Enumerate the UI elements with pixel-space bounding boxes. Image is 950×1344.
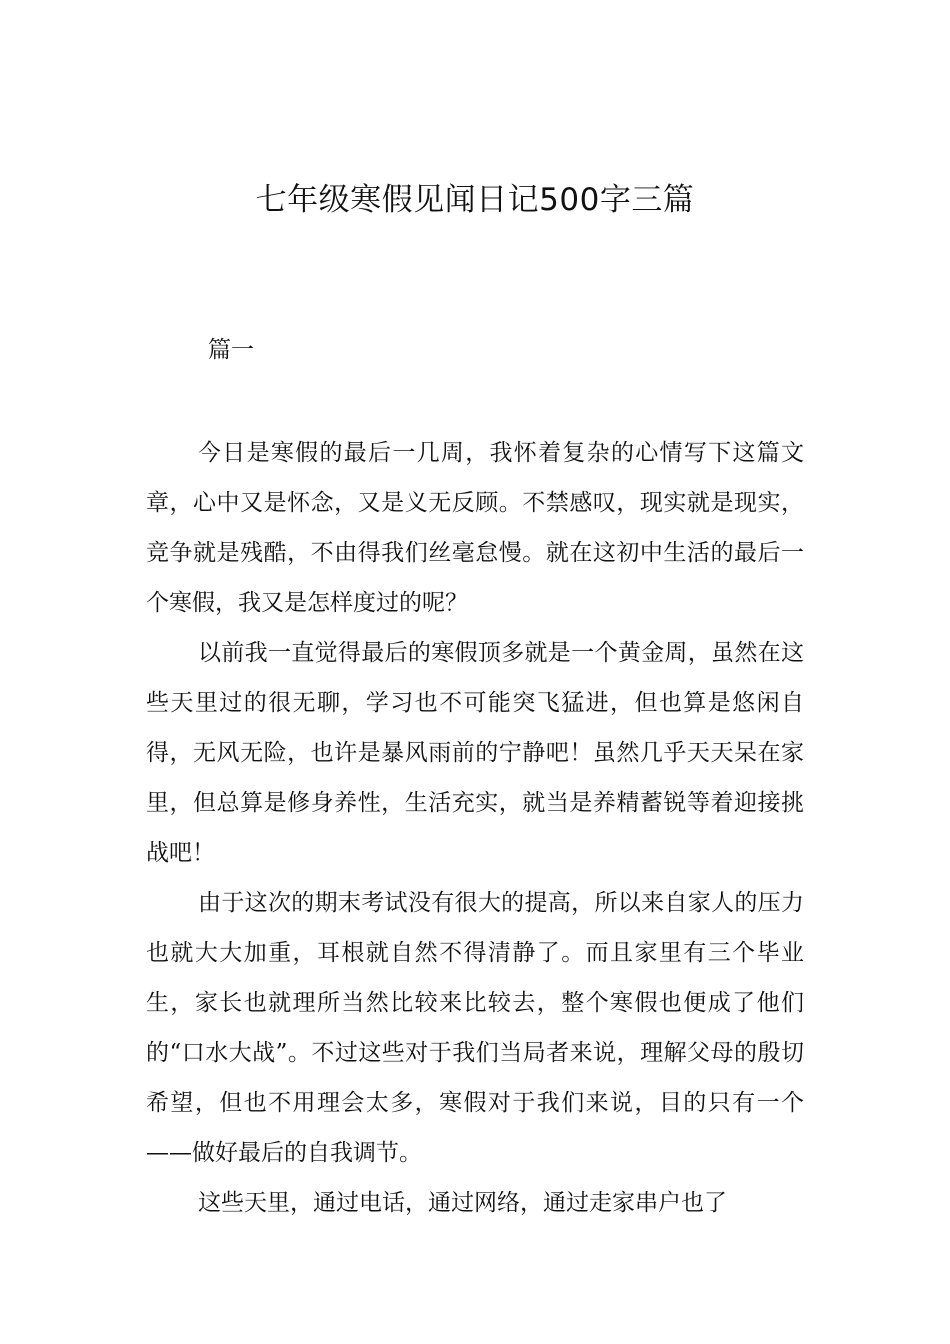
paragraph: 由于这次的期末考试没有很大的提高，所以来自家人的压力也就大大加重，耳根就自然不得清静了。而且家里有三个毕业生，家长也就理所当然比较来比较去，整个寒假也便成了他们的“口水大战”。不过这些对于我们当局者来说，理解父母的殷切希望，但也不用理会太多，寒假对于我们来说，目的只有一个——做好最后的自我调节。 [146,890,804,1166]
paragraph: 这些天里，通过电话，通过网络，通过走家串户也了 [198,1190,727,1216]
document-title: 七年级寒假见闻日记500字三篇 [255,182,695,218]
paragraph: 今日是寒假的最后一几周，我怀着复杂的心情写下这篇文章，心中又是怀念，又是义无反顾。不禁感叹，现实就是现实，竞争就是残酷，不由得我们丝毫怠慢。就在这初中生活的最后一个寒假，我又是怎样度过的呢？ [146,440,804,616]
section-label: 篇一 [208,337,254,363]
body-text [146,428,804,1228]
paragraph: 以前我一直觉得最后的寒假顶多就是一个黄金周，虽然在这些天里过的很无聊，学习也不可能突飞猛进，但也算是悠闲自得，无风无险，也许是暴风雨前的宁静吧！虽然几乎天天呆在家里，但总算是修身养性，生活充实，就当是养精蓄锐等着迎接挑战吧！ [146,640,804,866]
